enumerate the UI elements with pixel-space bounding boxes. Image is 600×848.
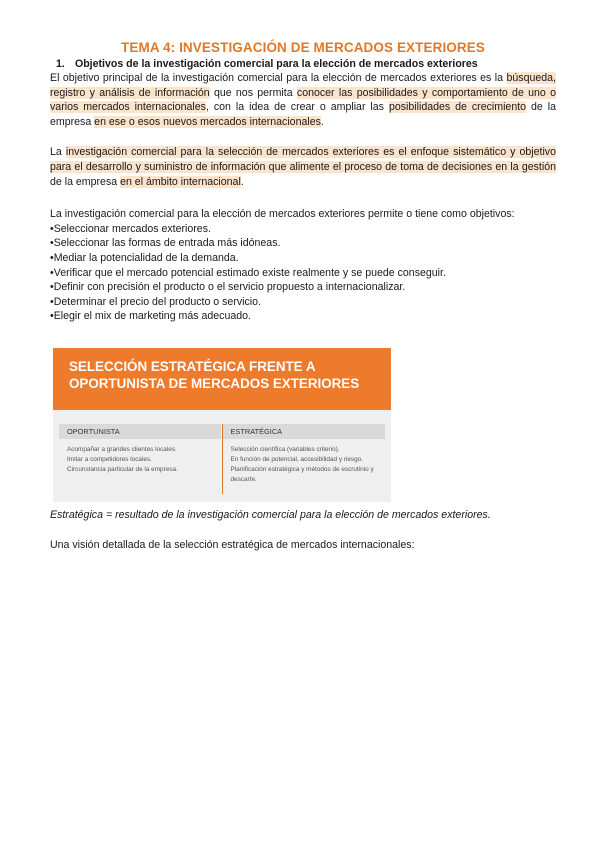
text-run: El objetivo principal de la investigación comercial para la elección de mercados exteriores es la: [50, 72, 507, 84]
figure-heading-line: SELECCIÓN ESTRATÉGICA FRENTE A: [69, 358, 316, 374]
column-items: [59, 445, 222, 475]
list-item: Imitar a competidores locales.: [67, 455, 152, 463]
text-run: de la empresa: [50, 101, 556, 128]
list-item: • Determinar el precio del producto o servicio.: [50, 295, 556, 310]
list-item: • Mediar la potencialidad de la demanda.: [50, 251, 556, 266]
strategic-vs-opportunist-figure: [53, 348, 391, 502]
highlight-run: posibilidades de crecimiento: [388, 101, 527, 114]
figure-body: [53, 410, 391, 502]
list-item: Selección científica (variables criterio).: [230, 445, 340, 453]
list-item: Circunstancia particular de la empresa.: [67, 465, 178, 473]
column-header: OPORTUNISTA: [59, 424, 221, 439]
document-page: [50, 40, 556, 553]
paragraph-objective: [50, 71, 556, 129]
list-item: • Definir con precisión el producto o el servicio propuesto a internacionalizar.: [50, 280, 556, 295]
text-run: , con la idea de crear o ampliar las: [205, 101, 389, 114]
figure-heading-line: OPORTUNISTA DE MERCADOS EXTERIORES: [69, 375, 360, 391]
list-item: • Verificar que el mercado potencial estimado existe realmente y se puede conseguir.: [50, 266, 556, 281]
text-run: .: [240, 175, 244, 188]
section-number: 1.: [56, 58, 65, 70]
highlight-run: búsqueda, registro y análisis de información: [50, 72, 556, 99]
paragraph-objectives-intro: La investigación comercial para la elección de mercados exteriores permite o tiene como objetivos:: [50, 208, 515, 221]
section-heading: [50, 58, 556, 71]
list-item: • Seleccionar mercados exteriores.: [50, 222, 556, 237]
highlight-run: en ese o esos nuevos mercados internacionales: [94, 115, 321, 128]
paragraph-definition: [50, 145, 556, 189]
figure-caption: Estratégica = resultado de la investigación comercial para la elección de mercados exteriores.: [50, 508, 491, 521]
objectives-list: [50, 222, 556, 324]
section-heading-text: Objetivos de la investigación comercial para la elección de mercados exteriores: [74, 58, 478, 70]
text-run: .: [320, 115, 324, 128]
list-item: Acompañar a grandes clientes locales.: [67, 445, 177, 453]
page-title: TEMA 4: INVESTIGACIÓN DE MERCADOS EXTERIORES: [121, 40, 485, 55]
highlight-run: en el ámbito internacional: [120, 175, 241, 188]
highlight-run: investigación comercial para la selección de mercados exteriores es el enfoque sistemático y objetivo para el desarrollo y suministro de información que alimente el proceso de toma de decisiones en la gestión: [50, 146, 556, 173]
list-item: Planificación estratégica y métodos de escrutinio y descarte.: [230, 465, 374, 483]
strategic-column: [223, 424, 386, 494]
paragraph-closing: Una visión detallada de la selección estratégica de mercados internacionales:: [50, 538, 415, 551]
text-run: La: [50, 146, 66, 159]
opportunist-column: [59, 424, 223, 494]
column-header: ESTRATÉGICA: [223, 424, 386, 439]
figure-heading: [53, 348, 391, 410]
highlight-run: conocer las posibilidades y comportamiento de uno o varios mercados internacionales: [50, 86, 556, 114]
list-item: • Elegir el mix de marketing más adecuado.: [50, 309, 556, 324]
text-run: de la empresa: [50, 175, 121, 188]
text-run: que nos permita: [209, 86, 297, 99]
list-item: En función de potencial, accesibilidad y riesgo.: [230, 455, 364, 463]
list-item: • Seleccionar las formas de entrada más idóneas.: [50, 236, 556, 251]
column-items: [223, 445, 386, 485]
